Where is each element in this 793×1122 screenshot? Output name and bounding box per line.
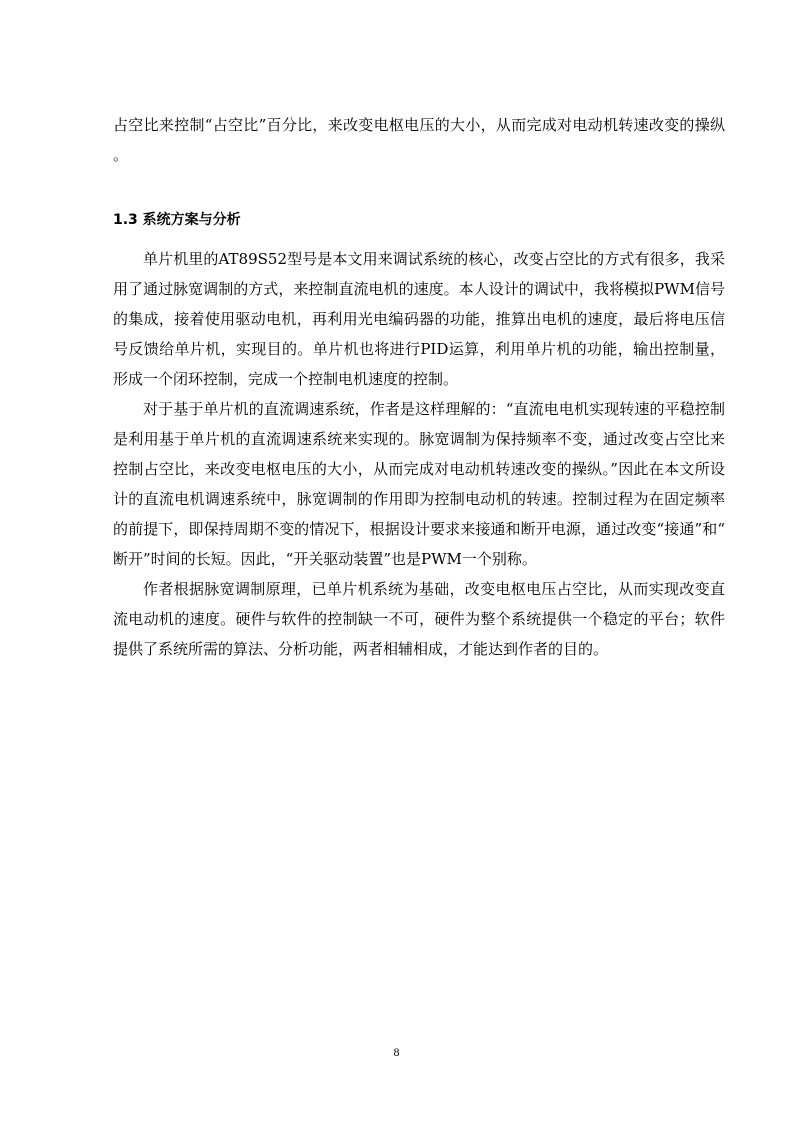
body-paragraph-3: 作者根据脉宽调制原理，已单片机系统为基础，改变电枢电压占空比，从而实现改变直流电动机的速度。硬件与软件的控制缺一不可，硬件为整个系统提供一个稳定的平台；软件提供了系统所需的算法、分析功能，两者相辅相成，才能达到作者的目的。 — [113, 580, 725, 658]
page-body — [113, 110, 725, 664]
body-paragraph-1: 单片机里的AT89S52型号是本文用来调试系统的核心，改变占空比的方式有很多，我采用了通过脉宽调制的方式，来控制直流电机的速度。本人设计的调试中，我将模拟PWM信号的集成，接着使用驱动电机，再利用光电编码器的功能，推算出电机的速度，最后将电压信号反馈给单片机，实现目的。单片机也将进行PID运算，利用单片机的功能，输出控制量，形成一个闭环控制，完成一个控制电机速度的控制。 — [113, 250, 725, 388]
section-heading: 1.3 系统方案与分析 — [113, 212, 241, 228]
page-number: 8 — [393, 1045, 400, 1059]
continuation-paragraph: 占空比来控制“占空比”百分比，来改变电枢电压的大小，从而完成对电动机转速改变的操纵。 — [113, 116, 725, 164]
body-paragraph-2: 对于基于单片机的直流调速系统，作者是这样理解的：“直流电电机实现转速的平稳控制是利用基于单片机的直流调速系统来实现的。脉宽调制为保持频率不变，通过改变占空比来控制占空比，来改变电枢电压的大小，从而完成对电动机转速改变的操纵。”因此在本文所设计的直流电机调速系统中，脉宽调制的作用即为控制电动机的转速。控制过程为在固定频率的前提下，即保持周期不变的情况下，根据设计要求来接通和断开电源，通过改变“接通”和“断开”时间的长短。因此，“开关驱动装置”也是PWM一个别称。 — [113, 400, 725, 568]
